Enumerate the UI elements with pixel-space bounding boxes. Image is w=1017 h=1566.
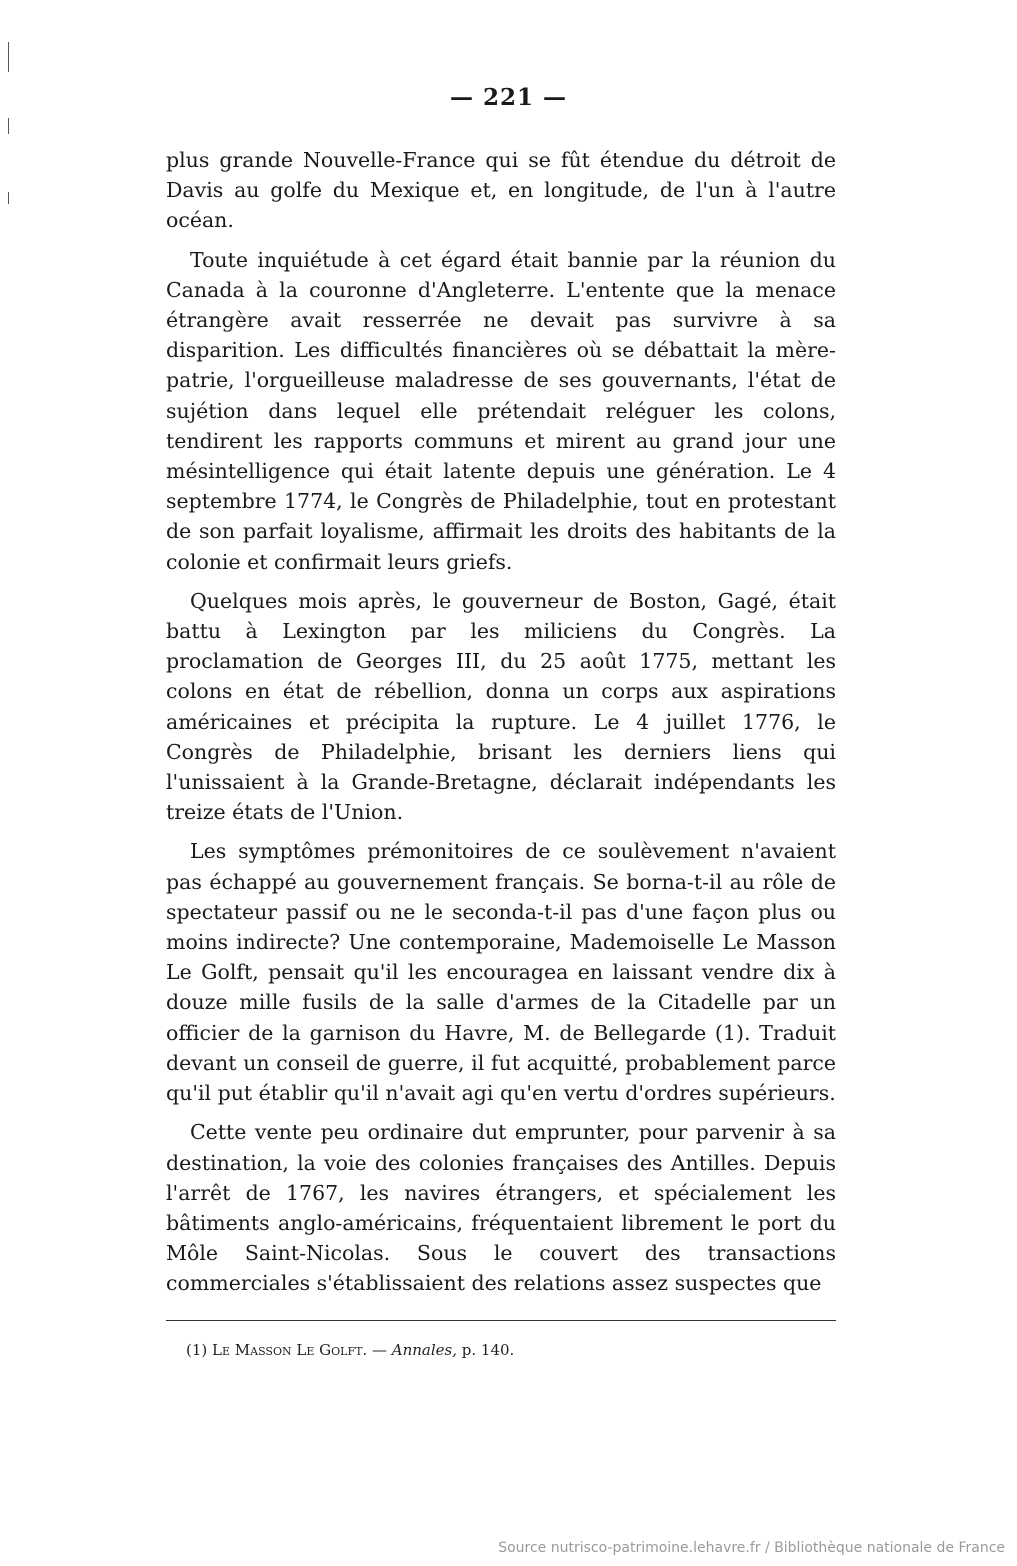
scan-artifact-mark	[8, 42, 9, 72]
paragraph: Toute inquiétude à cet égard était bannie par la réunion du Canada à la couronne d'Angleterre. L'entente que la menace étrangère avait resserrée ne devait pas survivre à sa disparition. Les difficultés financières où se débattait la mère-patrie, l'orgueilleuse maladresse de ses gouvernants, l'état de sujétion dans lequel elle prétendait reléguer les colons, tendirent les rapports communs et mirent au grand jour une mésintelligence qui était latente depuis une génération. Le 4 septembre 1774, le Congrès de Philadelphie, tout en protestant de son parfait loyalisme, affirmait les droits des habitants de la colonie et confirmait leurs griefs.	[166, 247, 836, 574]
scan-artifact-mark	[8, 192, 9, 204]
footnote-work: Annales,	[391, 1341, 457, 1359]
footnote-marker: (1)	[186, 1341, 208, 1359]
footnote-separator	[166, 1320, 836, 1321]
source-credit: Source nutrisco-patrimoine.lehavre.fr / Bibliothèque nationale de France	[498, 1540, 1005, 1556]
body-text	[166, 145, 836, 1308]
paragraph: plus grande Nouvelle-France qui se fût étendue du détroit de Davis au golfe du Mexique et, en longitude, de l'un à l'autre océan.	[166, 148, 836, 233]
page-number: — 221 —	[449, 84, 568, 111]
footnote-dash: —	[371, 1341, 387, 1359]
scan-artifact-mark	[8, 118, 9, 134]
footnote	[186, 1341, 826, 1359]
paragraph: Les symptômes prémonitoires de ce soulèvement n'avaient pas échappé au gouvernement français. Se borna-t-il au rôle de spectateur passif ou ne le seconda-t-il pas d'une façon plus ou moins indirecte? Une contemporaine, Mademoiselle Le Masson Le Golft, pensait qu'il les encouragea en laissant vendre dix à douze mille fusils de la salle d'armes de la Citadelle par un officier de la garnison du Havre, M. de Bellegarde (1). Traduit devant un conseil de guerre, il fut acquitté, probablement parce qu'il put établir qu'il n'avait agi qu'en vertu d'ordres supérieurs.	[166, 839, 836, 1106]
paragraph: Cette vente peu ordinaire dut emprunter, pour parvenir à sa destination, la voie des colonies françaises des Antilles. Depuis l'arrêt de 1767, les navires étrangers, et spécialement les bâtiments anglo-américains, fréquentaient librement le port du Môle Saint-Nicolas. Sous le couvert des transactions commerciales s'établissaient des relations assez suspectes que	[166, 1120, 836, 1296]
footnote-author: Le Masson Le Golft.	[212, 1341, 368, 1359]
footnote-page-ref: p. 140.	[461, 1341, 515, 1359]
paragraph: Quelques mois après, le gouverneur de Boston, Gagé, était battu à Lexington par les miliciens du Congrès. La proclamation de Georges III, du 25 août 1775, mettant les colons en état de rébellion, donna un corps aux aspirations américaines et précipita la rupture. Le 4 juillet 1776, le Congrès de Philadelphie, brisant les derniers liens qui l'unissaient à la Grande-Bretagne, déclarait indépendants les treize états de l'Union.	[166, 588, 836, 825]
